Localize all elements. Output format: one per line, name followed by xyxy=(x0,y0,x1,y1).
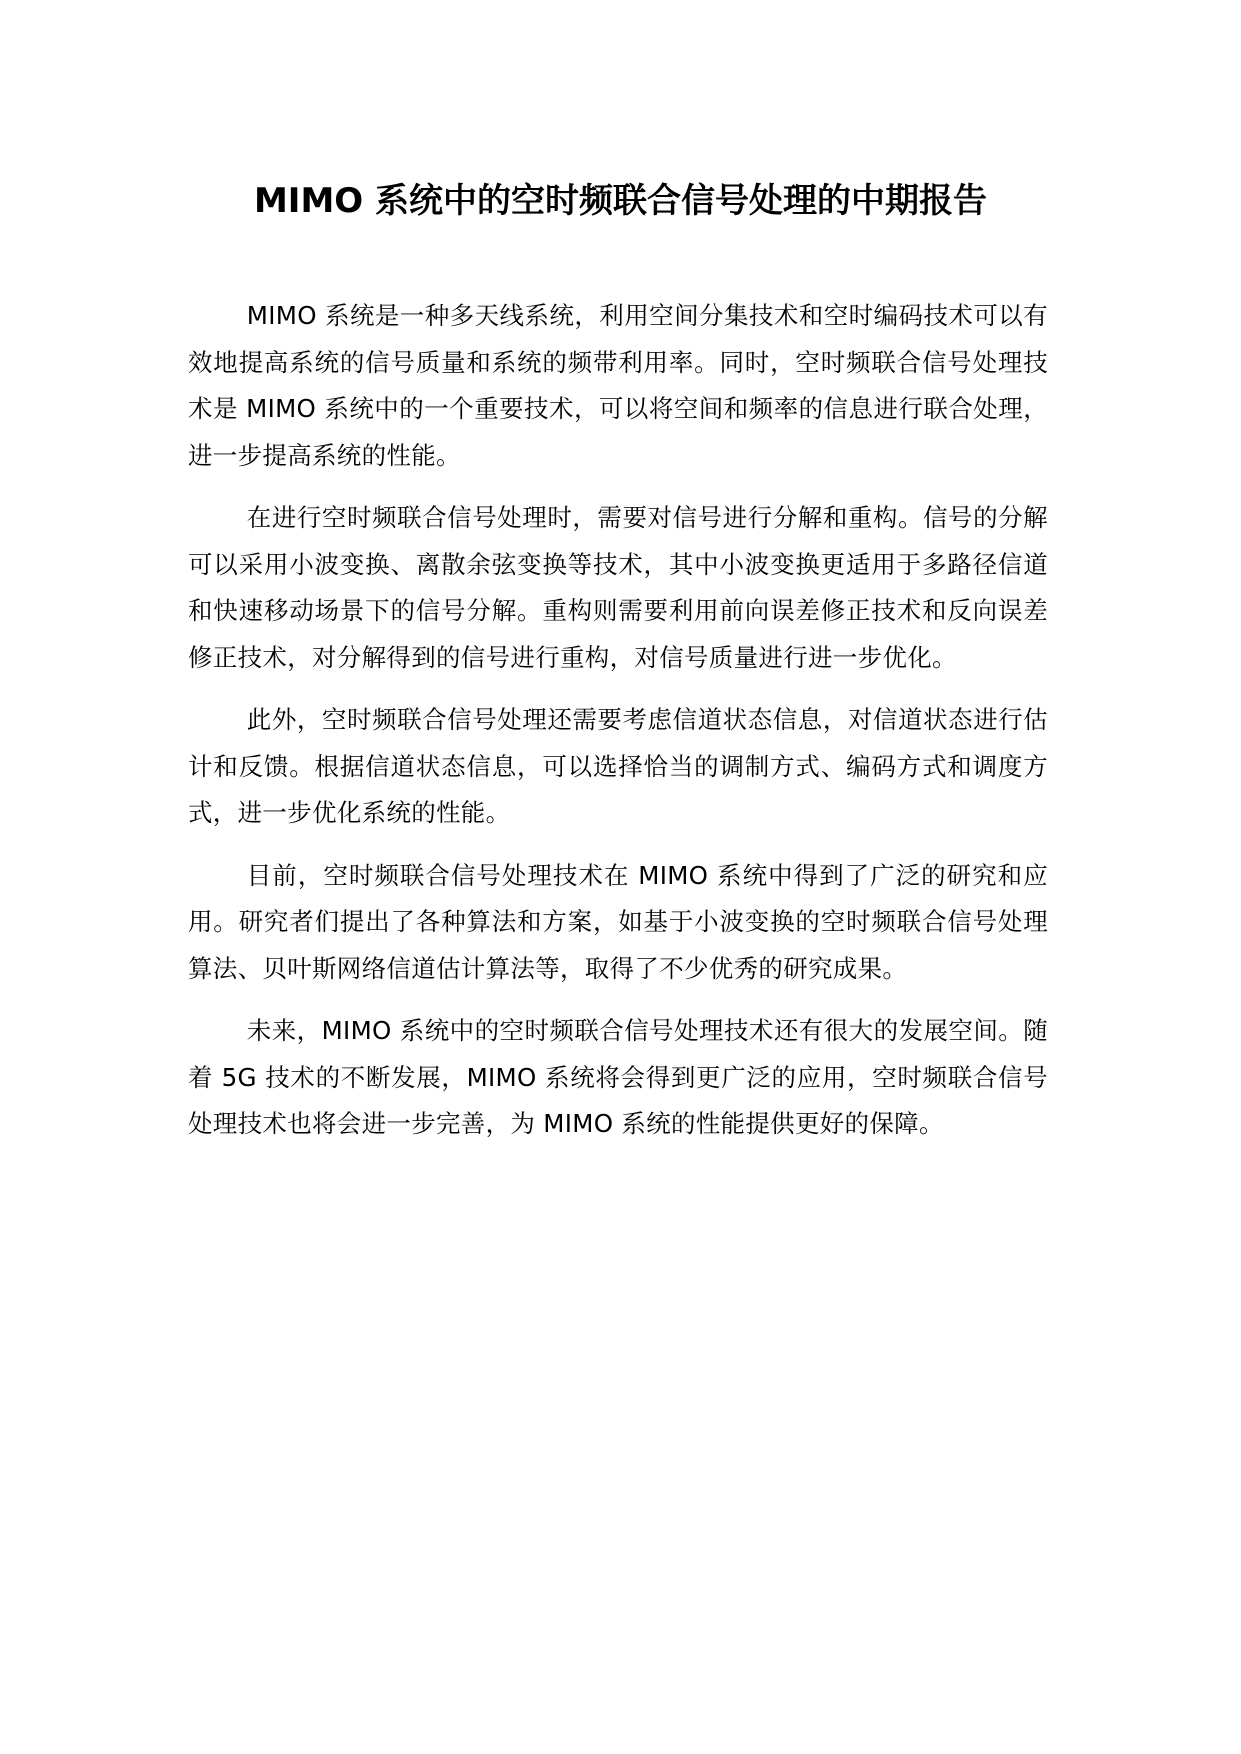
paragraph-future: 未来，MIMO 系统中的空时频联合信号处理技术还有很大的发展空间。随着 5G 技术的不断发展，MIMO 系统将会得到更广泛的应用，空时频联合信号处理技术也将会进一步完善，为 MIMO 系统的性能提供更好的保障。 xyxy=(188,1016,1048,1138)
document-title: MIMO 系统中的空时频联合信号处理的中期报告 xyxy=(253,181,988,221)
paragraph-current-research: 目前，空时频联合信号处理技术在 MIMO 系统中得到了广泛的研究和应用。研究者们提出了各种算法和方案，如基于小波变换的空时频联合信号处理算法、贝叶斯网络信道估计算法等，取得了不少优秀的研究成果。 xyxy=(188,860,1048,983)
paragraph-decomposition: 在进行空时频联合信号处理时，需要对信号进行分解和重构。信号的分解可以采用小波变换、离散余弦变换等技术，其中小波变换更适用于多路径信道和快速移动场景下的信号分解。重构则需要利用前向误差修正技术和反向误差修正技术，对分解得到的信号进行重构，对信号质量进行进一步优化。 xyxy=(188,503,1048,672)
paragraph-channel-state: 此外，空时频联合信号处理还需要考虑信道状态信息，对信道状态进行估计和反馈。根据信道状态信息，可以选择恰当的调制方式、编码方式和调度方式，进一步优化系统的性能。 xyxy=(188,705,1048,827)
paragraph-intro: MIMO 系统是一种多天线系统，利用空间分集技术和空时编码技术可以有效地提高系统的信号质量和系统的频带利用率。同时，空时频联合信号处理技术是 MIMO 系统中的一个重要技术，可以将空间和频率的信息进行联合处理，进一步提高系统的性能。 xyxy=(188,301,1048,470)
document-body xyxy=(188,293,1048,1164)
